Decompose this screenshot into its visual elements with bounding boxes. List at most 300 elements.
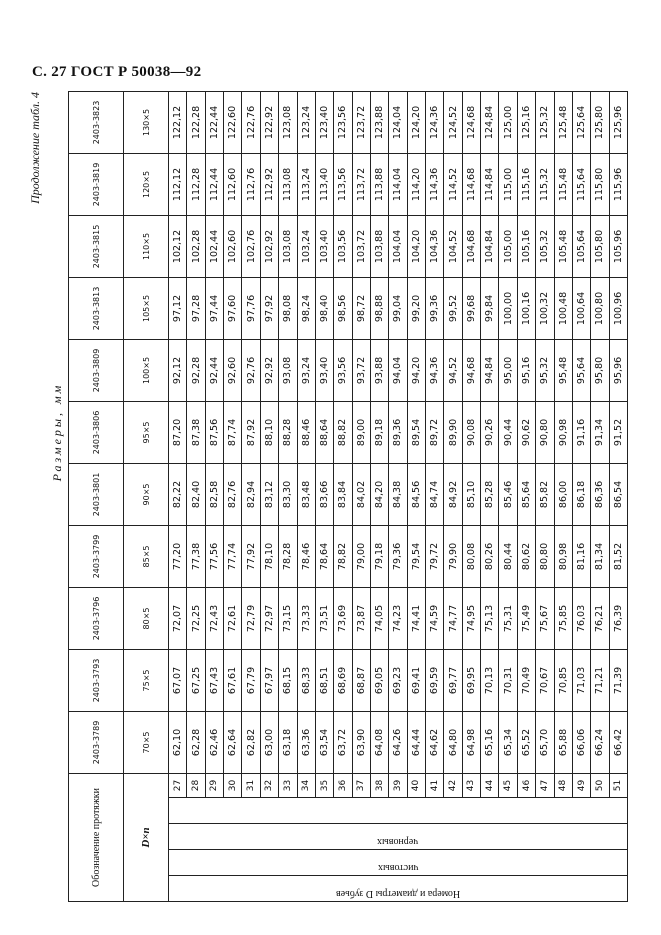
column-size: 80×5 bbox=[124, 587, 169, 649]
diameter-value: 70,31 bbox=[499, 649, 517, 711]
diameter-value: 98,08 bbox=[279, 277, 297, 339]
column-code: 2403-3823 bbox=[69, 91, 124, 153]
diameter-value: 93,24 bbox=[297, 339, 315, 401]
diameter-value: 69,23 bbox=[389, 649, 407, 711]
diameter-value: 125,00 bbox=[499, 91, 517, 153]
tooth-number: 47 bbox=[536, 773, 554, 797]
diameter-value: 124,68 bbox=[462, 91, 480, 153]
diameter-value: 95,16 bbox=[517, 339, 535, 401]
diameter-value: 97,92 bbox=[260, 277, 278, 339]
diameter-value: 91,52 bbox=[609, 401, 627, 463]
diameter-value: 125,32 bbox=[536, 91, 554, 153]
diameter-value: 105,00 bbox=[499, 215, 517, 277]
column-code: 2403-3809 bbox=[69, 339, 124, 401]
diameter-value: 114,52 bbox=[444, 153, 462, 215]
diameter-value: 82,22 bbox=[169, 463, 187, 525]
diameter-value: 124,04 bbox=[389, 91, 407, 153]
column-code: 2403-3793 bbox=[69, 649, 124, 711]
diameter-value: 76,39 bbox=[609, 587, 627, 649]
rotated-content bbox=[28, 92, 628, 902]
diameter-value: 98,72 bbox=[352, 277, 370, 339]
tooth-number: 38 bbox=[370, 773, 388, 797]
diameter-value: 124,36 bbox=[426, 91, 444, 153]
table-row bbox=[169, 91, 187, 901]
table-row bbox=[224, 91, 242, 901]
diameter-value: 125,96 bbox=[609, 91, 627, 153]
diameter-value: 68,87 bbox=[352, 649, 370, 711]
table-row bbox=[279, 91, 297, 901]
diameter-value: 122,92 bbox=[260, 91, 278, 153]
diameter-value: 85,46 bbox=[499, 463, 517, 525]
diameter-value: 100,64 bbox=[572, 277, 590, 339]
diameter-value: 95,80 bbox=[591, 339, 609, 401]
diameter-value: 69,59 bbox=[426, 649, 444, 711]
diameter-value: 105,80 bbox=[591, 215, 609, 277]
diameter-value: 103,24 bbox=[297, 215, 315, 277]
diameter-value: 78,28 bbox=[279, 525, 297, 587]
column-size: 105×5 bbox=[124, 277, 169, 339]
diameter-value: 66,24 bbox=[591, 711, 609, 773]
diameter-value: 112,28 bbox=[187, 153, 205, 215]
diameter-value: 90,08 bbox=[462, 401, 480, 463]
diameter-value: 102,28 bbox=[187, 215, 205, 277]
diameter-value: 87,38 bbox=[187, 401, 205, 463]
diameter-value: 69,41 bbox=[407, 649, 425, 711]
column-code: 2403-3815 bbox=[69, 215, 124, 277]
diameter-value: 100,32 bbox=[536, 277, 554, 339]
diameter-value: 114,20 bbox=[407, 153, 425, 215]
diameter-value: 98,24 bbox=[297, 277, 315, 339]
diameter-value: 73,51 bbox=[315, 587, 333, 649]
diameter-value: 98,88 bbox=[370, 277, 388, 339]
diameter-value: 90,44 bbox=[499, 401, 517, 463]
diameter-value: 93,40 bbox=[315, 339, 333, 401]
diameter-value: 95,96 bbox=[609, 339, 627, 401]
diameter-value: 104,20 bbox=[407, 215, 425, 277]
diameter-value: 104,68 bbox=[462, 215, 480, 277]
diameter-value: 84,92 bbox=[444, 463, 462, 525]
diameter-value: 90,62 bbox=[517, 401, 535, 463]
diameter-value: 92,28 bbox=[187, 339, 205, 401]
diameter-value: 77,38 bbox=[187, 525, 205, 587]
diameter-value: 100,80 bbox=[591, 277, 609, 339]
tooth-numbers-label-cell bbox=[169, 876, 628, 902]
diameter-value: 91,34 bbox=[591, 401, 609, 463]
diameter-value: 71,39 bbox=[609, 649, 627, 711]
tooth-number: 41 bbox=[426, 773, 444, 797]
diameter-value: 75,31 bbox=[499, 587, 517, 649]
diameter-value: 113,40 bbox=[315, 153, 333, 215]
diameter-value: 80,98 bbox=[554, 525, 572, 587]
diameter-value: 99,52 bbox=[444, 277, 462, 339]
tooth-number: 30 bbox=[224, 773, 242, 797]
diameter-value: 89,00 bbox=[352, 401, 370, 463]
diameter-value: 125,16 bbox=[517, 91, 535, 153]
diameter-value: 69,77 bbox=[444, 649, 462, 711]
diameter-value: 74,41 bbox=[407, 587, 425, 649]
diameter-value: 88,10 bbox=[260, 401, 278, 463]
diameter-value: 94,36 bbox=[426, 339, 444, 401]
designation-label: Обозначение протяжки bbox=[69, 773, 124, 901]
diameter-value: 86,18 bbox=[572, 463, 590, 525]
header-row-codes bbox=[69, 91, 124, 901]
column-size: 110×5 bbox=[124, 215, 169, 277]
diameter-value: 85,10 bbox=[462, 463, 480, 525]
diameter-value: 78,64 bbox=[315, 525, 333, 587]
diameter-value: 104,04 bbox=[389, 215, 407, 277]
diameter-value: 67,61 bbox=[224, 649, 242, 711]
diameter-value: 115,80 bbox=[591, 153, 609, 215]
empty-label-cell bbox=[169, 798, 628, 824]
diameter-value: 86,36 bbox=[591, 463, 609, 525]
column-code: 2403-3796 bbox=[69, 587, 124, 649]
column-code: 2403-3806 bbox=[69, 401, 124, 463]
dxn-label bbox=[124, 773, 169, 901]
table-row bbox=[260, 91, 278, 901]
diameter-value: 79,54 bbox=[407, 525, 425, 587]
diameter-value: 99,84 bbox=[481, 277, 499, 339]
diameter-value: 95,64 bbox=[572, 339, 590, 401]
diameter-value: 64,98 bbox=[462, 711, 480, 773]
diameter-value: 112,76 bbox=[242, 153, 260, 215]
diameter-value: 81,52 bbox=[609, 525, 627, 587]
diameter-value: 113,56 bbox=[334, 153, 352, 215]
diameter-value: 73,69 bbox=[334, 587, 352, 649]
diameter-value: 99,20 bbox=[407, 277, 425, 339]
diameter-value: 94,84 bbox=[481, 339, 499, 401]
header-row-sizes bbox=[124, 91, 169, 901]
diameter-value: 122,44 bbox=[205, 91, 223, 153]
diameter-value: 73,87 bbox=[352, 587, 370, 649]
diameter-value: 114,84 bbox=[481, 153, 499, 215]
diameter-value: 70,13 bbox=[481, 649, 499, 711]
diameter-value: 77,20 bbox=[169, 525, 187, 587]
sizes-title: Размеры, мм bbox=[50, 382, 64, 482]
diameter-value: 123,56 bbox=[334, 91, 352, 153]
diameter-value: 90,26 bbox=[481, 401, 499, 463]
diameter-value: 102,92 bbox=[260, 215, 278, 277]
column-size: 130×5 bbox=[124, 91, 169, 153]
diameter-value: 86,00 bbox=[554, 463, 572, 525]
diameter-value: 113,88 bbox=[370, 153, 388, 215]
diameter-value: 72,07 bbox=[169, 587, 187, 649]
diameter-value: 75,49 bbox=[517, 587, 535, 649]
diameter-value: 105,32 bbox=[536, 215, 554, 277]
tooth-number: 32 bbox=[260, 773, 278, 797]
diameter-value: 105,96 bbox=[609, 215, 627, 277]
tooth-number: 37 bbox=[352, 773, 370, 797]
diameter-value: 75,85 bbox=[554, 587, 572, 649]
diameter-value: 102,60 bbox=[224, 215, 242, 277]
diameter-value: 98,40 bbox=[315, 277, 333, 339]
tooth-number: 39 bbox=[389, 773, 407, 797]
diameter-value: 72,79 bbox=[242, 587, 260, 649]
column-size: 120×5 bbox=[124, 153, 169, 215]
diameter-value: 64,80 bbox=[444, 711, 462, 773]
diameter-value: 123,88 bbox=[370, 91, 388, 153]
diameter-value: 75,13 bbox=[481, 587, 499, 649]
diameter-value: 72,97 bbox=[260, 587, 278, 649]
table-row bbox=[297, 91, 315, 901]
diameter-value: 68,69 bbox=[334, 649, 352, 711]
diameter-value: 80,44 bbox=[499, 525, 517, 587]
diameter-value: 88,64 bbox=[315, 401, 333, 463]
tooth-number: 34 bbox=[297, 773, 315, 797]
diameter-value: 63,36 bbox=[297, 711, 315, 773]
diameter-value: 105,48 bbox=[554, 215, 572, 277]
diameter-value: 100,48 bbox=[554, 277, 572, 339]
diameter-value: 79,00 bbox=[352, 525, 370, 587]
diameter-value: 90,98 bbox=[554, 401, 572, 463]
diameter-value: 94,04 bbox=[389, 339, 407, 401]
diameter-value: 78,46 bbox=[297, 525, 315, 587]
diameter-value: 80,80 bbox=[536, 525, 554, 587]
diameter-value: 97,28 bbox=[187, 277, 205, 339]
diameter-value: 125,48 bbox=[554, 91, 572, 153]
diameter-value: 94,68 bbox=[462, 339, 480, 401]
diameter-value: 63,90 bbox=[352, 711, 370, 773]
diameter-value: 67,79 bbox=[242, 649, 260, 711]
tooth-number: 33 bbox=[279, 773, 297, 797]
table-row bbox=[499, 91, 517, 901]
diameter-value: 97,76 bbox=[242, 277, 260, 339]
tooth-number: 43 bbox=[462, 773, 480, 797]
diameter-value: 87,92 bbox=[242, 401, 260, 463]
diameter-value: 85,28 bbox=[481, 463, 499, 525]
diameter-value: 77,56 bbox=[205, 525, 223, 587]
gear-diameter-table bbox=[68, 91, 628, 902]
diameter-value: 74,95 bbox=[462, 587, 480, 649]
table-row bbox=[481, 91, 499, 901]
diameter-value: 90,80 bbox=[536, 401, 554, 463]
diameter-value: 63,54 bbox=[315, 711, 333, 773]
diameter-value: 85,64 bbox=[517, 463, 535, 525]
tooth-number: 40 bbox=[407, 773, 425, 797]
diameter-value: 114,04 bbox=[389, 153, 407, 215]
diameter-value: 76,21 bbox=[591, 587, 609, 649]
diameter-value: 74,77 bbox=[444, 587, 462, 649]
diameter-value: 105,64 bbox=[572, 215, 590, 277]
diameter-value: 115,64 bbox=[572, 153, 590, 215]
diameter-value: 122,60 bbox=[224, 91, 242, 153]
diameter-value: 97,60 bbox=[224, 277, 242, 339]
table-row bbox=[352, 91, 370, 901]
diameter-value: 95,00 bbox=[499, 339, 517, 401]
diameter-value: 92,76 bbox=[242, 339, 260, 401]
diameter-value: 89,72 bbox=[426, 401, 444, 463]
tooth-number: 45 bbox=[499, 773, 517, 797]
column-code: 2403-3819 bbox=[69, 153, 124, 215]
diameter-value: 68,33 bbox=[297, 649, 315, 711]
rough-label-cell bbox=[169, 824, 628, 850]
diameter-value: 63,00 bbox=[260, 711, 278, 773]
diameter-value: 69,95 bbox=[462, 649, 480, 711]
diameter-value: 84,74 bbox=[426, 463, 444, 525]
diameter-value: 115,48 bbox=[554, 153, 572, 215]
diameter-value: 75,67 bbox=[536, 587, 554, 649]
table-row bbox=[407, 91, 425, 901]
diameter-value: 74,05 bbox=[370, 587, 388, 649]
column-size: 90×5 bbox=[124, 463, 169, 525]
diameter-value: 99,04 bbox=[389, 277, 407, 339]
table-row bbox=[536, 91, 554, 901]
diameter-value: 95,32 bbox=[536, 339, 554, 401]
diameter-value: 85,82 bbox=[536, 463, 554, 525]
diameter-value: 123,72 bbox=[352, 91, 370, 153]
finishing-label-cell bbox=[169, 850, 628, 876]
table-row bbox=[444, 91, 462, 901]
diameter-value: 69,05 bbox=[370, 649, 388, 711]
table-row bbox=[591, 91, 609, 901]
diameter-value: 104,52 bbox=[444, 215, 462, 277]
diameter-value: 65,88 bbox=[554, 711, 572, 773]
diameter-value: 64,62 bbox=[426, 711, 444, 773]
diameter-value: 68,15 bbox=[279, 649, 297, 711]
diameter-value: 71,03 bbox=[572, 649, 590, 711]
diameter-value: 115,96 bbox=[609, 153, 627, 215]
diameter-value: 80,08 bbox=[462, 525, 480, 587]
diameter-value: 123,08 bbox=[279, 91, 297, 153]
column-size: 95×5 bbox=[124, 401, 169, 463]
diameter-value: 67,25 bbox=[187, 649, 205, 711]
diameter-value: 81,34 bbox=[591, 525, 609, 587]
diameter-value: 84,38 bbox=[389, 463, 407, 525]
diameter-value: 102,76 bbox=[242, 215, 260, 277]
diameter-value: 64,08 bbox=[370, 711, 388, 773]
diameter-value: 83,30 bbox=[279, 463, 297, 525]
diameter-value: 72,61 bbox=[224, 587, 242, 649]
column-size: 75×5 bbox=[124, 649, 169, 711]
diameter-value: 103,08 bbox=[279, 215, 297, 277]
diameter-value: 63,72 bbox=[334, 711, 352, 773]
diameter-value: 72,25 bbox=[187, 587, 205, 649]
diameter-value: 82,76 bbox=[224, 463, 242, 525]
diameter-value: 67,07 bbox=[169, 649, 187, 711]
table-body bbox=[169, 91, 628, 901]
diameter-value: 63,18 bbox=[279, 711, 297, 773]
rough-label: черновых bbox=[377, 836, 419, 847]
rotated-table-area bbox=[28, 92, 628, 902]
diameter-value: 82,40 bbox=[187, 463, 205, 525]
diameter-value: 112,44 bbox=[205, 153, 223, 215]
column-size: 100×5 bbox=[124, 339, 169, 401]
diameter-value: 114,36 bbox=[426, 153, 444, 215]
table-row bbox=[187, 91, 205, 901]
diameter-value: 70,49 bbox=[517, 649, 535, 711]
diameter-value: 125,80 bbox=[591, 91, 609, 153]
tooth-number: 46 bbox=[517, 773, 535, 797]
tooth-number: 29 bbox=[205, 773, 223, 797]
diameter-value: 93,08 bbox=[279, 339, 297, 401]
tooth-number: 42 bbox=[444, 773, 462, 797]
diameter-value: 62,64 bbox=[224, 711, 242, 773]
diameter-value: 92,44 bbox=[205, 339, 223, 401]
diameter-value: 80,26 bbox=[481, 525, 499, 587]
diameter-value: 98,56 bbox=[334, 277, 352, 339]
diameter-value: 83,12 bbox=[260, 463, 278, 525]
diameter-value: 99,36 bbox=[426, 277, 444, 339]
diameter-value: 72,43 bbox=[205, 587, 223, 649]
diameter-value: 79,18 bbox=[370, 525, 388, 587]
diameter-value: 125,64 bbox=[572, 91, 590, 153]
diameter-value: 95,48 bbox=[554, 339, 572, 401]
diameter-value: 78,82 bbox=[334, 525, 352, 587]
diameter-value: 65,16 bbox=[481, 711, 499, 773]
diameter-value: 82,94 bbox=[242, 463, 260, 525]
table-row bbox=[609, 91, 627, 901]
diameter-value: 103,56 bbox=[334, 215, 352, 277]
column-size: 85×5 bbox=[124, 525, 169, 587]
tooth-number: 36 bbox=[334, 773, 352, 797]
table-row bbox=[242, 91, 260, 901]
diameter-value: 122,12 bbox=[169, 91, 187, 153]
diameter-value: 92,92 bbox=[260, 339, 278, 401]
finishing-label: чистовых bbox=[377, 862, 419, 873]
column-code: 2403-3813 bbox=[69, 277, 124, 339]
diameter-value: 62,82 bbox=[242, 711, 260, 773]
diameter-value: 82,58 bbox=[205, 463, 223, 525]
diameter-value: 103,72 bbox=[352, 215, 370, 277]
tooth-number: 35 bbox=[315, 773, 333, 797]
diameter-value: 79,72 bbox=[426, 525, 444, 587]
diameter-value: 94,52 bbox=[444, 339, 462, 401]
tooth-number: 31 bbox=[242, 773, 260, 797]
diameter-value: 112,92 bbox=[260, 153, 278, 215]
diameter-value: 89,90 bbox=[444, 401, 462, 463]
diameter-value: 93,72 bbox=[352, 339, 370, 401]
diameter-value: 64,26 bbox=[389, 711, 407, 773]
diameter-value: 88,82 bbox=[334, 401, 352, 463]
diameter-value: 70,67 bbox=[536, 649, 554, 711]
diameter-value: 83,66 bbox=[315, 463, 333, 525]
diameter-value: 99,68 bbox=[462, 277, 480, 339]
table-row bbox=[572, 91, 590, 901]
diameter-value: 97,12 bbox=[169, 277, 187, 339]
diameter-value: 102,12 bbox=[169, 215, 187, 277]
diameter-value: 122,76 bbox=[242, 91, 260, 153]
diameter-value: 70,85 bbox=[554, 649, 572, 711]
table-row bbox=[389, 91, 407, 901]
diameter-value: 113,24 bbox=[297, 153, 315, 215]
diameter-value: 84,20 bbox=[370, 463, 388, 525]
diameter-value: 71,21 bbox=[591, 649, 609, 711]
diameter-value: 100,16 bbox=[517, 277, 535, 339]
diameter-value: 73,33 bbox=[297, 587, 315, 649]
diameter-value: 80,62 bbox=[517, 525, 535, 587]
column-code: 2403-3801 bbox=[69, 463, 124, 525]
diameter-value: 79,90 bbox=[444, 525, 462, 587]
tooth-number: 51 bbox=[609, 773, 627, 797]
diameter-value: 103,40 bbox=[315, 215, 333, 277]
diameter-value: 113,72 bbox=[352, 153, 370, 215]
diameter-value: 113,08 bbox=[279, 153, 297, 215]
table-row bbox=[334, 91, 352, 901]
diameter-value: 87,56 bbox=[205, 401, 223, 463]
diameter-value: 83,84 bbox=[334, 463, 352, 525]
diameter-value: 77,74 bbox=[224, 525, 242, 587]
table-row bbox=[315, 91, 333, 901]
diameter-value: 84,56 bbox=[407, 463, 425, 525]
diameter-value: 84,02 bbox=[352, 463, 370, 525]
continuation-label: Продолжение табл. 4 bbox=[28, 92, 42, 204]
column-code: 2403-3799 bbox=[69, 525, 124, 587]
diameter-value: 68,51 bbox=[315, 649, 333, 711]
diameter-value: 97,44 bbox=[205, 277, 223, 339]
diameter-value: 88,28 bbox=[279, 401, 297, 463]
tooth-number: 28 bbox=[187, 773, 205, 797]
diameter-value: 91,16 bbox=[572, 401, 590, 463]
tooth-numbers-label: Номера и диаметры D зубьев bbox=[335, 888, 461, 899]
